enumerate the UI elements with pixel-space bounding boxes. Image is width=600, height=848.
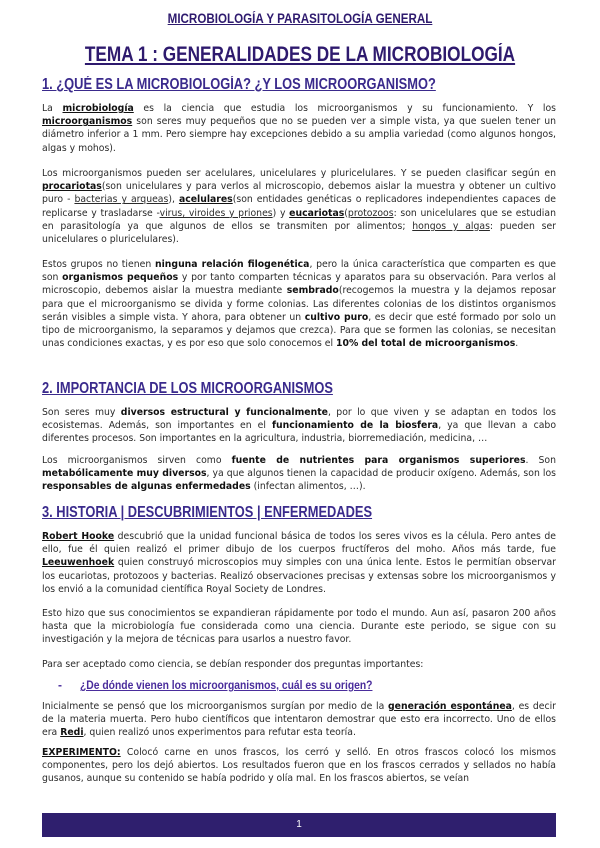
- page-title: TEMA 1 : GENERALIDADES DE LA MICROBIOLOGÍA: [84, 43, 516, 66]
- paragraph-spontaneous: Inicialmente se pensó que los microorganismos surgían por medio de la generación espontánea, es decir de la materia muerta. Pero hubo científicos que intentaron demostrar que esto era incorrecto. Uno de ellos era Redi, quien realizó unos experimentos para refutar esta teoría.: [42, 701, 557, 739]
- section-heading-2: 2. IMPORTANCIA DE LOS MICROORGANISMOS: [42, 380, 333, 397]
- paragraph-science: Esto hizo que sus conocimientos se expandieran rápidamente por todo el mundo. Aun así, pasaron 200 años hasta que la microbiología fue considerada como una ciencia. Durante este periodo, se sigue con su investigación y la mejora de técnicas para usarlos a nuestro favor.: [42, 608, 556, 646]
- paragraph-classification: Los microorganismos pueden ser acelulares, unicelulares y pluricelulares. Y se pueden clasificar según en procariotas(son unicelulares y para verlos al microscopio, debemos aislar la muestra y obtener un cultivo puro - bacterias y arqueas), acelulares(son entidades genéticas o replicadores independientes capaces de replicarse y trasladarse -virus, viroides y priones) y eucariotas(protozoos: son unicelulares que se estudian en parasitología ya que algunos de ellos se transmiten por alimentos; hongos y algas: pueden ser unicelulares o pluricelulares).: [42, 168, 556, 246]
- course-header: MICROBIOLOGÍA Y PARASITOLOGÍA GENERAL: [167, 11, 433, 26]
- paragraph-nutrients: Los microorganismos sirven como fuente de nutrientes para organismos superiores. Son metabólicamente muy diversos, ya que algunos tienen la capacidad de producir oxígeno. Además, son los responsables de algunas enfermedades (infectan alimentos, …).: [42, 455, 556, 493]
- section-heading-3: 3. HISTORIA | DESCUBRIMIENTOS | ENFERMEDADES: [42, 504, 373, 521]
- paragraph-observation: Estos grupos no tienen ninguna relación filogenética, pero la única característica que comparten es que son organismos pequeños y por tanto comparten técnicas y aparatos para su observación. Para verlos al microscopio, debemos aislar la muestra mediante sembrado(recogemos la muestra y la dejamos reposar para que el microorganismo se divida y forme colonias. Las diferentes colonias de los distintos organismos serán visibles a simple vista. Y ahora, para obtener un cultivo puro, es decir que esté formado por solo un tipo de microorganismo, la separamos y dejamos que crezca). Para que se formen las colonias, se necesitan unas condiciones exactas, y es por eso que solo conocemos el 10% del total de microorganismos.: [42, 259, 556, 350]
- paragraph-definition: La microbiología es la ciencia que estudia los microorganismos y su funcionamiento. Y los microorganismos son seres muy pequeños que no se pueden ver a simple vista, ya que suelen tener un diámetro inferior a 1 mm. Pero siempre hay excepciones debido a su amplia variedad (como algunos hongos, algas y mohos).: [42, 103, 556, 154]
- paragraph-questions: Para ser aceptado como ciencia, se debían responder dos preguntas importantes:: [42, 659, 424, 670]
- paragraph-experiment: EXPERIMENTO: Colocó carne en unos frascos, los cerró y selló. En otros frascos colocó los mismos componentes, pero los dejó abiertos. Los resultados fueron que en los frascos cerrados y sellados no había gusanos, aunque su contenido se había podrido y olía mal. En los frascos abiertos, se veían: [42, 747, 556, 785]
- question-item: - ¿De dónde vienen los microorganismos, cuál es su origen?: [58, 678, 373, 692]
- paragraph-history: Robert Hooke descubrió que la unidad funcional básica de todos los seres vivos es la célula. Pero antes de ello, fue él quien realizó el primer dibujo de los cuerpos fructíferos del moho. Años más tarde, fue Leeuwenhoek quien construyó microscopios muy simples con una única lente. Estos le permitían observar los eucariotas, protozoos y bacterias. Realizó observaciones precisas y extensas sobre los microorganismos y los envió a la comunidad científica Royal Society de Londres.: [42, 531, 556, 595]
- page-footer: [42, 813, 556, 837]
- section-heading-1: 1. ¿QUÉ ES LA MICROBIOLOGÍA? ¿Y LOS MICROORGANISMO?: [42, 76, 436, 93]
- page-number: 1: [296, 819, 302, 830]
- paragraph-importance: Son seres muy diversos estructural y funcionalmente, por lo que viven y se adaptan en todos los ecosistemas. Además, son importantes en el funcionamiento de la biosfera, ya que llevan a cabo diferentes procesos. Son importantes en la agricultura, industria, biorremediación, medicina, …: [42, 407, 557, 445]
